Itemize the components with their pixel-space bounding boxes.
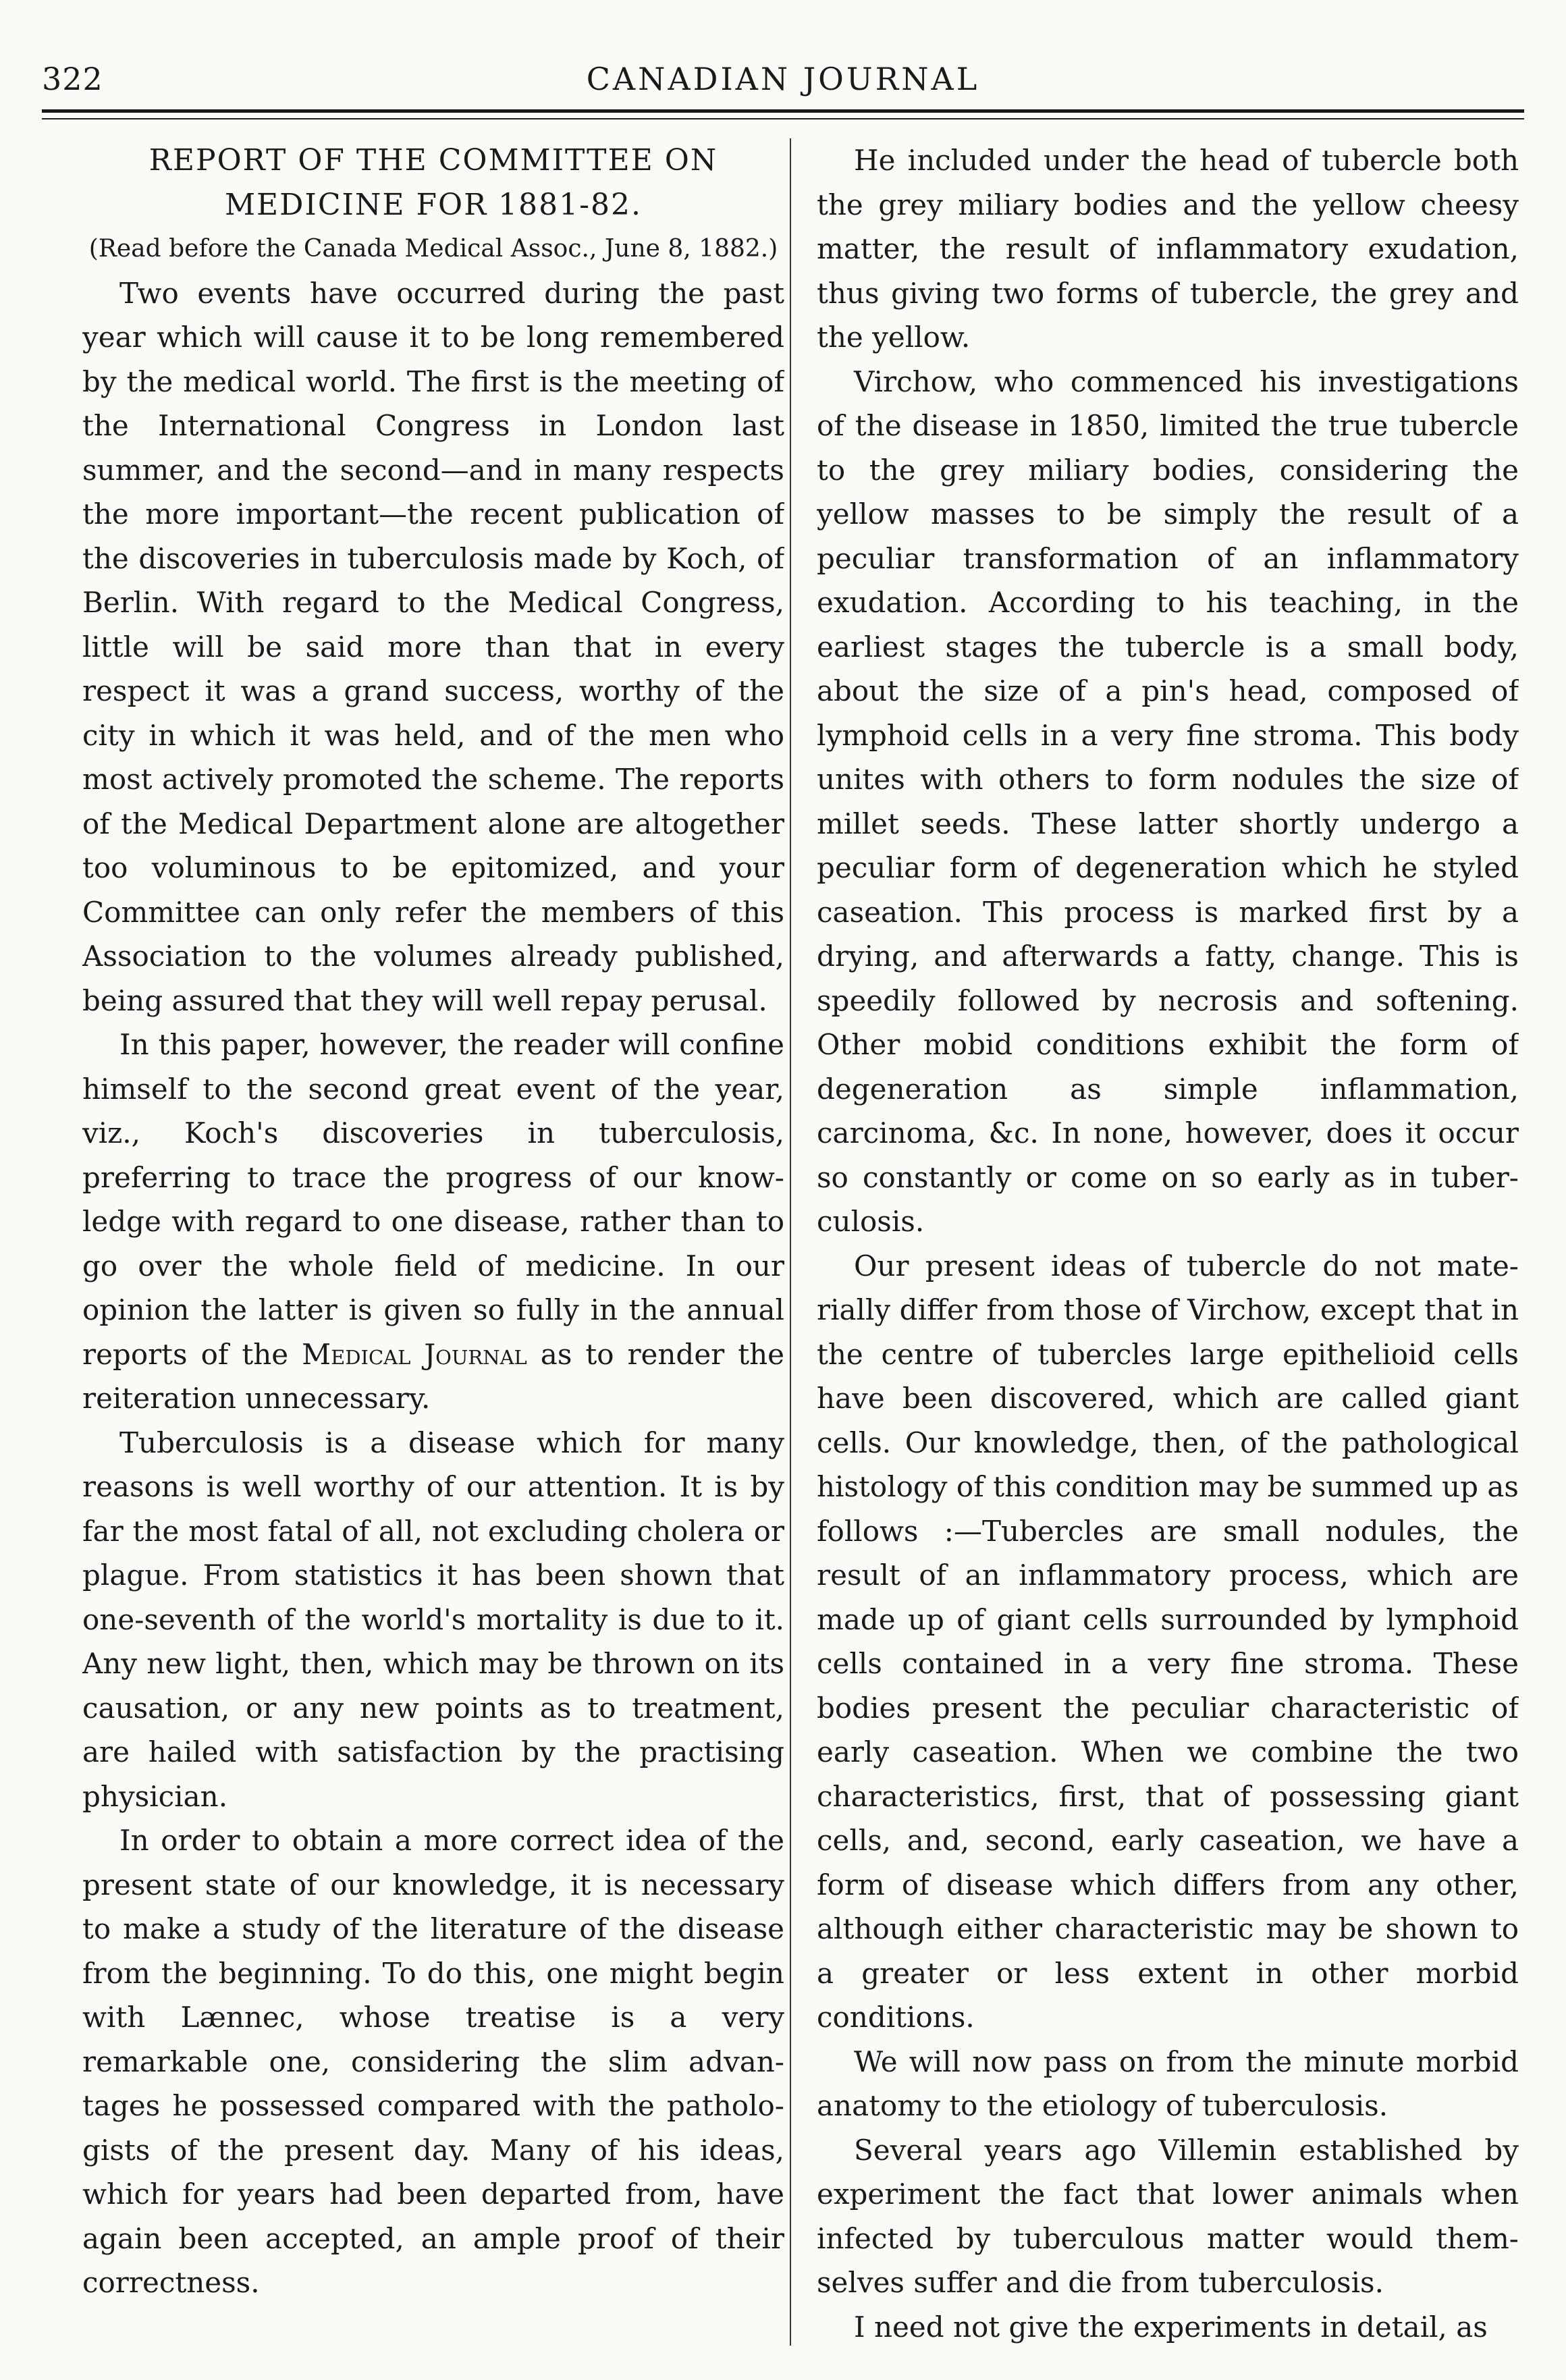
journal-reference: Medical Journal (302, 1337, 527, 1371)
report-title (82, 138, 784, 227)
paragraph: He included under the head of tubercle both the grey miliary bodies and the yellow cheesy matter, the result of inflammatory exudation, thus giving two forms of tubercle, the grey and the yellow. (817, 144, 1519, 354)
report-title-line-1: REPORT OF THE COMMITTEE ON (148, 143, 718, 178)
header-rule-thick (42, 109, 1524, 113)
journal-title: CANADIAN JOURNAL (586, 61, 980, 97)
paragraph: In order to obtain a more correct idea of the present state of our knowledge, it is necessary to make a study of the literature of the disease from the beginning. To do this, one might begin with Lænnec, whose treatise is a very remarkable one, considering the slim advantages he possessed compared with the pathologists of the present day. Many of his ideas, which for years had been departed from, have again been accepted, an ample proof of their correctness. (82, 1824, 784, 2299)
paragraph: In this paper, however, the reader will confine himself to the second great event of the year, viz., Koch's discoveries in tuberculosis, preferring to trace the progress of our knowledge with regard to one disease, rather than to go over the whole field of medicine. In our opinion the latter is given so fully in the annual reports of the Medical Journal as to render the reiteration unnecessary. (82, 1028, 784, 1415)
paragraph: We will now pass on from the minute morbid anatomy to the etiology of tuberculosis. (817, 2045, 1519, 2122)
header-rule-thin (42, 118, 1524, 119)
page-header (42, 61, 1524, 108)
paragraph: Our present ideas of tubercle do not materially differ from those of Virchow, except that in the centre of tubercles large epithelioid cells have been discovered, which are called giant cells. Our knowledge, then, of the pathological histology of this condition may be summed up as follows :—Tubercles are small nodules, the result of an inflammatory process, which are made up of giant cells surrounded by lymphoid cells contained in a very fine stroma. These bodies present the peculiar characteristic of early caseation. When we combine the two characteristics, first, that of possessing giant cells, and, second, early caseation, we have a form of disease which differs from any other, although either characteristic may be shown to a greater or less extent in other morbid conditions. (817, 1249, 1519, 2034)
paragraph: Tuberculosis is a disease which for many reasons is well worthy of our attention. It is by far the most fatal of all, not excluding cholera or plague. From statistics it has been shown that one-seventh of the world's mortality is due to it. Any new light, then, which may be thrown on its causation, or any new points as to treatment, are hailed with satisfaction by the practising physician. (82, 1426, 784, 1813)
report-title-line-2: MEDICINE FOR 1881-82. (224, 187, 643, 222)
column-divider (790, 138, 791, 2346)
paragraph: Several years ago Villemin established by experiment the fact that lower animals when infected by tuberculous matter would themselves suffer and die from tuberculosis. (817, 2133, 1519, 2299)
paragraph: Two events have occurred during the past year which will cause it to be long remembered by the medical world. The first is the meeting of the International Congress in London last summer, and the second—and in many respects the more important—the recent publication of the discoveries in tuberculosis made by Koch, of Berlin. With regard to the Medical Congress, little will be said more than that in every respect it was a grand success, worthy of the city in which it was held, and of the men who most actively promoted the scheme. The reports of the Medical Department alone are altogether too voluminous to be epitomized, and your Committee can only refer the members of this Association to the volumes already published, being assured that they will well repay perusal. (82, 276, 784, 1017)
page-number: 322 (42, 61, 103, 97)
right-column (817, 138, 1519, 2346)
paragraph: I need not give the experiments in detail, as (854, 2310, 1488, 2344)
left-column (82, 138, 784, 2346)
read-note: (Read before the Canada Medical Assoc., June 8, 1882.) (88, 235, 778, 263)
paragraph: Virchow, who commenced his investigations of the disease in 1850, limited the true tubercle to the grey miliary bodies, considering the yellow masses to be simply the result of a peculiar transformation of an inflammatory exudation. According to his teaching, in the earliest stages the tubercle is a small body, about the size of a pin's head, composed of lymphoid cells in a very fine stroma. This body unites with others to form nodules the size of millet seeds. These latter shortly undergo a peculiar form of degeneration which he styled caseation. This process is marked first by a drying, and afterwards a fatty, change. This is speedily followed by necrosis and softening. Other mobid conditions exhibit the form of degeneration as simple inflammation, carcinoma, &c. In none, however, does it occur so constantly or come on so early as in tuberculosis. (817, 364, 1519, 1238)
